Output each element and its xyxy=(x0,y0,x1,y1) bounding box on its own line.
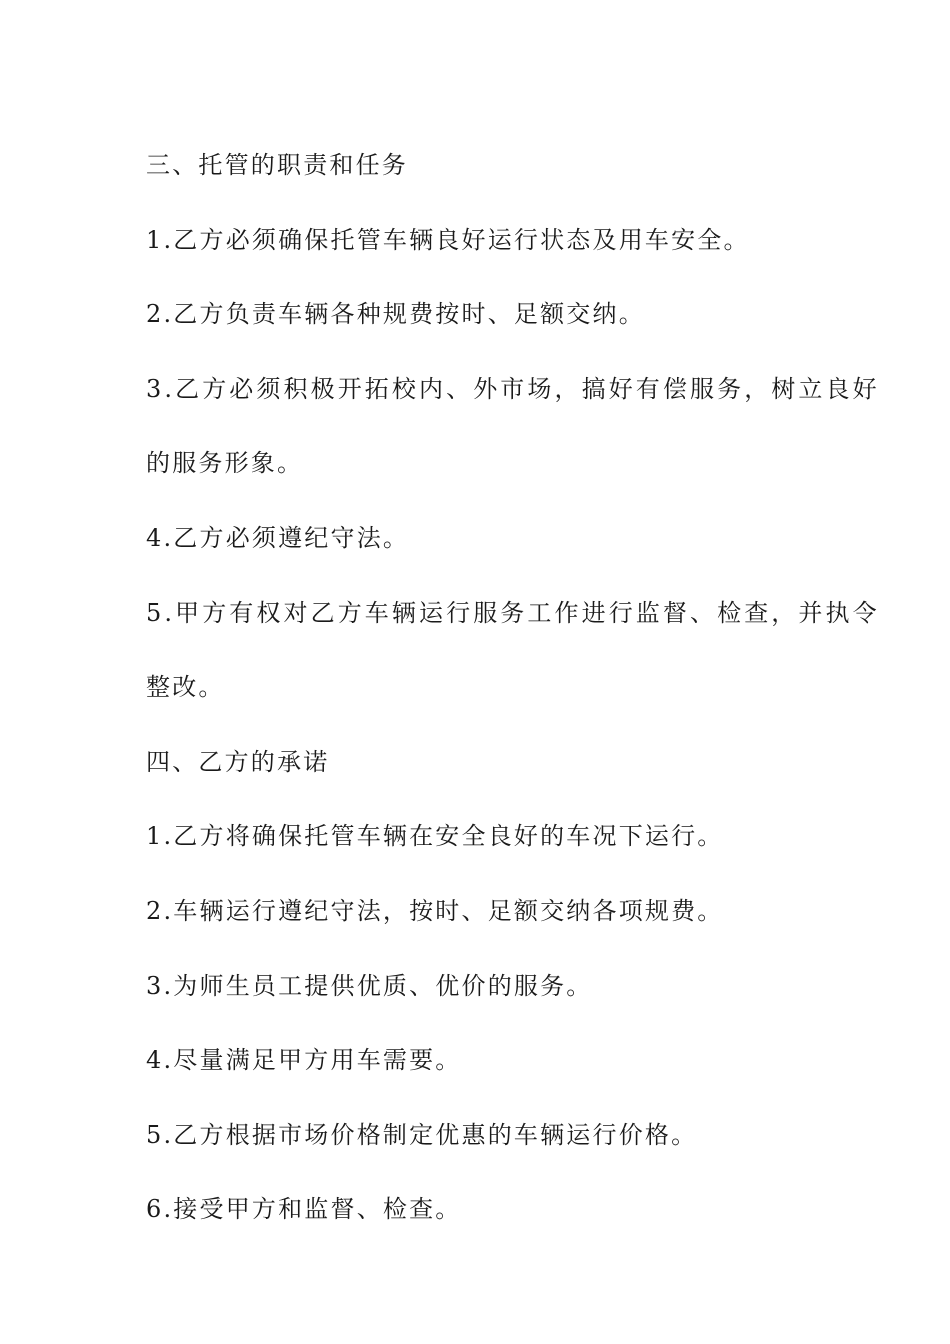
commitment-item-2: 2.车辆运行遵纪守法，按时、足额交纳各项规费。 xyxy=(146,896,724,925)
responsibility-item-2: 2.乙方负责车辆各种规费按时、足额交纳。 xyxy=(146,300,645,329)
commitment-item-5: 5.乙方根据市场价格制定优惠的车辆运行价格。 xyxy=(146,1120,698,1149)
commitment-item-3: 3.为师生员工提供优质、优价的服务。 xyxy=(146,971,593,1000)
commitment-item-6: 6.接受甲方和监督、检查。 xyxy=(146,1195,462,1224)
document-body xyxy=(146,128,880,1247)
responsibility-item-4: 4.乙方必须遵纪守法。 xyxy=(146,523,410,552)
responsibility-item-1: 1.乙方必须确保托管车辆良好运行状态及用车安全。 xyxy=(146,225,750,254)
commitment-item-4: 4.尽量满足甲方用车需要。 xyxy=(146,1046,462,1075)
responsibility-item-5-line-2: 整改。 xyxy=(146,673,225,702)
responsibility-item-3-line-1: 3.乙方必须积极开拓校内、外市场，搞好有偿服务，树立良好 xyxy=(146,374,880,403)
commitment-item-1: 1.乙方将确保托管车辆在安全良好的车况下运行。 xyxy=(146,822,724,851)
section-heading-responsibilities: 三、托管的职责和任务 xyxy=(146,151,408,179)
responsibility-item-3-line-2: 的服务形象。 xyxy=(146,449,304,478)
section-heading-commitments: 四、乙方的承诺 xyxy=(146,747,330,776)
responsibility-item-5-line-1: 5.甲方有权对乙方车辆运行服务工作进行监督、检查，并执令 xyxy=(146,598,880,627)
